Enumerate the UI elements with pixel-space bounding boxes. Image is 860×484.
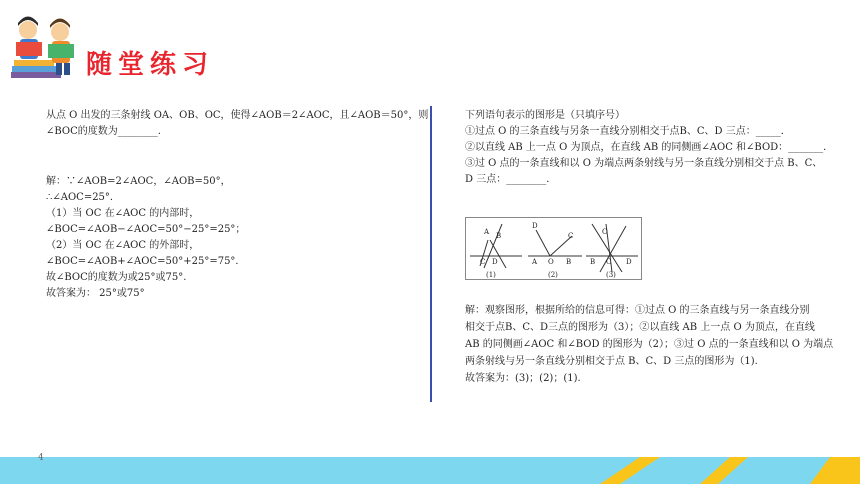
solution-line: （1）当 OC 在∠AOC 的内部时， xyxy=(46,208,200,219)
answer-line: 故答案为： 25°或75° xyxy=(46,288,145,299)
solution-line: （2）当 OC 在∠AOC 的外部时， xyxy=(46,240,200,251)
geometry-figures xyxy=(465,217,642,280)
footer-band xyxy=(0,455,860,484)
figure-label: (1) xyxy=(486,271,496,279)
figure-label: (2) xyxy=(548,271,558,279)
svg-text:C: C xyxy=(568,232,574,240)
solution-line: 解：观察图形，根据所给的信息可得：①过点 O 的三条直线与另一条直线分别 xyxy=(465,305,810,316)
svg-text:B: B xyxy=(566,258,572,266)
question-line: 下列语句表示的图形是（只填序号） xyxy=(465,110,625,121)
question-line: D 三点：________． xyxy=(465,174,557,185)
reading-kids-icon xyxy=(8,14,86,80)
figure-label: (3) xyxy=(606,271,616,279)
page-number: 4 xyxy=(38,453,44,463)
svg-text:D: D xyxy=(532,222,538,230)
svg-text:O: O xyxy=(548,258,554,266)
svg-text:C: C xyxy=(606,258,612,266)
solution-line: 故∠BOC的度数为或25°或75°. xyxy=(46,272,187,283)
left-problem xyxy=(46,108,429,302)
svg-text:A: A xyxy=(484,228,490,236)
question-line: 从点 O 出发的三条射线 OA、OB、OC，使得∠AOB＝2∠AOC，且∠AOB＝50°，则 xyxy=(46,110,429,121)
solution-line: 解：∵∠AOB=2∠AOC，∠AOB=50°， xyxy=(46,176,231,187)
question-line: ①过点 O 的三条直线与另条一直线分别相交于点B、C、D 三点：_____． xyxy=(465,126,791,137)
header xyxy=(0,0,860,96)
right-problem xyxy=(465,108,850,188)
solution-line: ∠BOC=∠AOB−∠AOC=50°−25°=25°； xyxy=(46,224,246,235)
solution-line: AB 的同侧画∠AOC 和∠BOD 的图形为（2）；③过 O 点的一条直线和以 O 为端点 xyxy=(465,339,834,350)
solution-line: 相交于点B、C、D三点的图形为（3）；②以直线 AB 上一点 O 为顶点，在直线 xyxy=(465,322,815,333)
question-line: ∠BOC的度数为________. xyxy=(46,126,161,137)
answer-line: 故答案为：(3)；(2)；(1). xyxy=(465,373,581,384)
svg-text:C: C xyxy=(480,258,486,266)
svg-text:D: D xyxy=(626,258,632,266)
question-line: ③过 O 点的一条直线和以 O 为端点两条射线与另一条直线分别相交于点 B、C、 xyxy=(465,158,823,169)
svg-text:O: O xyxy=(602,228,608,236)
column-divider xyxy=(430,106,432,402)
svg-text:B: B xyxy=(590,258,596,266)
question-line: ②以直线 AB 上一点 O 为顶点，在直线 AB 的同侧画∠AOC 和∠BOD：_______． xyxy=(465,142,834,153)
svg-text:A: A xyxy=(532,258,538,266)
page-title: 随堂练习 xyxy=(86,50,215,80)
svg-text:B: B xyxy=(496,232,502,240)
svg-text:D: D xyxy=(492,258,498,266)
solution-line: ∠BOC=∠AOB+∠AOC=50°+25°=75°． xyxy=(46,256,246,267)
solution-line: ∴∠AOC=25°． xyxy=(46,192,120,203)
solution-line: 两条射线与另一条直线分别相交于点 B、C、D 三点的图形为（1). xyxy=(465,356,758,367)
right-solution xyxy=(465,302,850,387)
